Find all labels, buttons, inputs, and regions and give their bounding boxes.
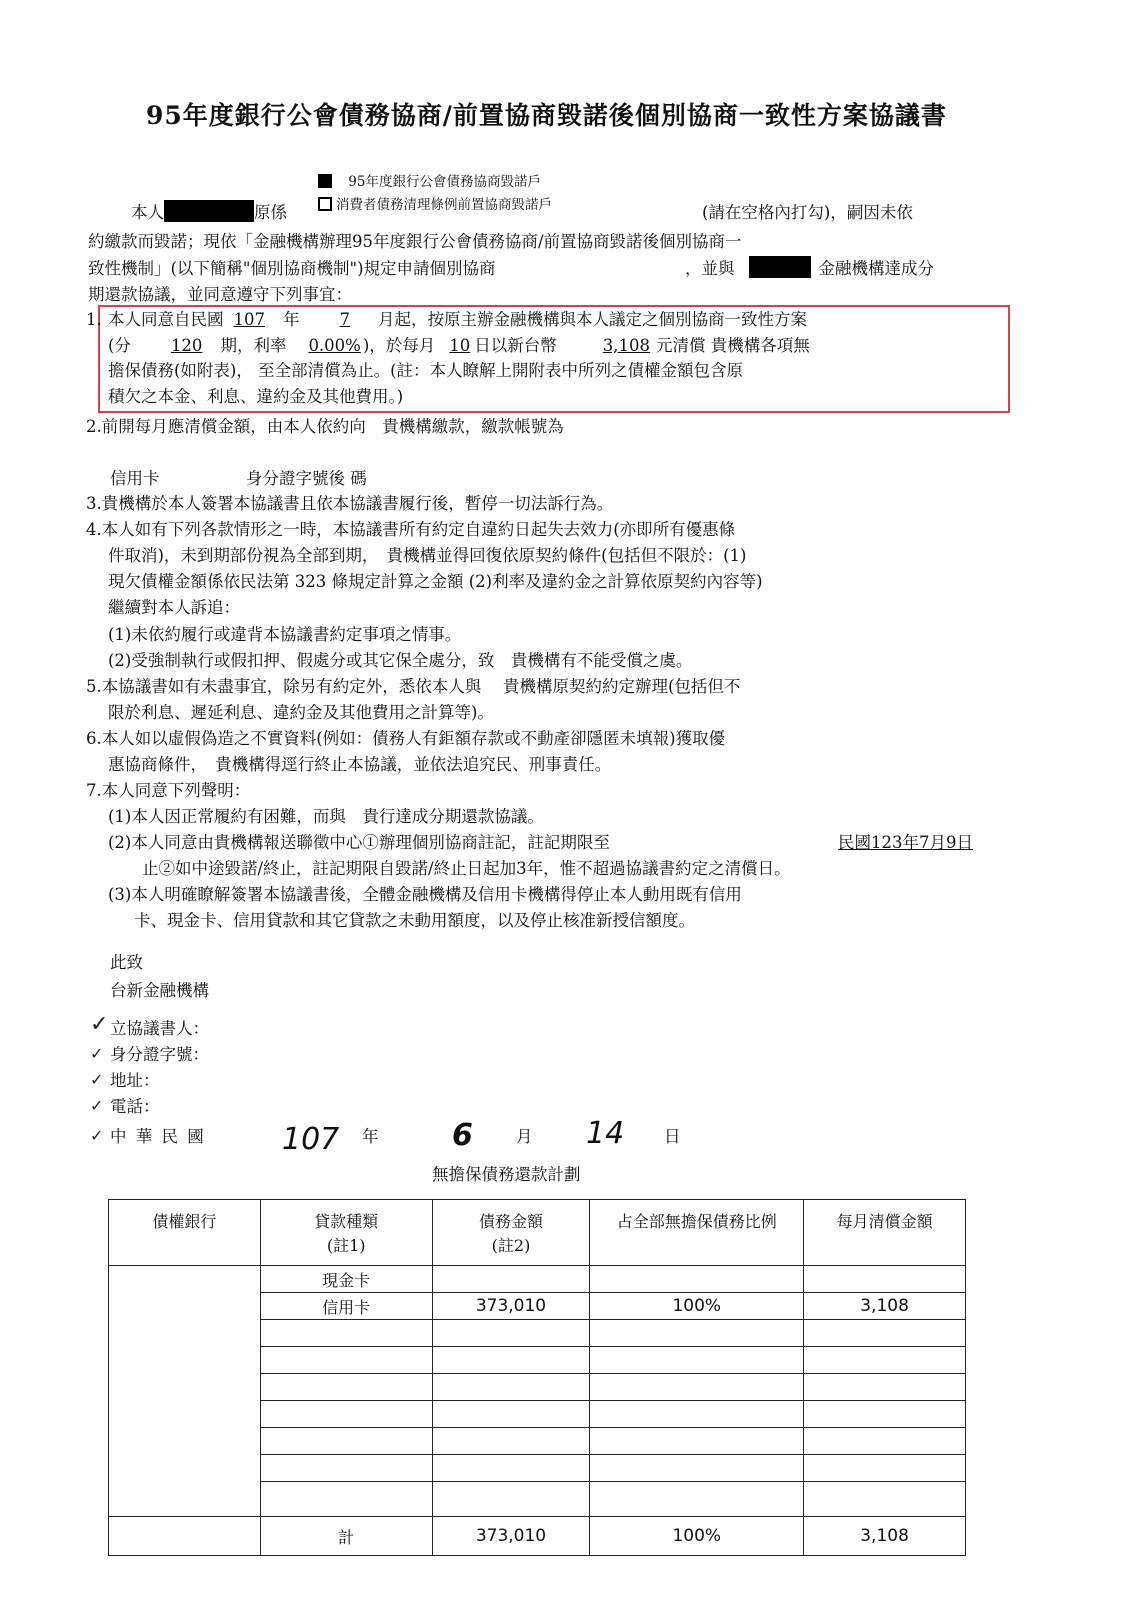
plan-title: 無擔保債務還款計劃 [432, 1165, 581, 1184]
monthly-cell: 3,108 [804, 1293, 966, 1320]
signer-label: 立協議書人： [110, 1019, 209, 1038]
date-label: 中 華 民 國 [110, 1127, 206, 1146]
monthly-amount: 3,108 [602, 336, 651, 355]
start-month: 7 [339, 310, 350, 329]
ratio-cell [590, 1266, 804, 1293]
table-row [109, 1266, 966, 1293]
total-amount: 373,010 [432, 1517, 590, 1556]
table-header-row [109, 1200, 966, 1266]
year-unit: 年 [283, 310, 300, 329]
handwritten-day: 14 [586, 1116, 625, 1151]
salutation: 此致 [110, 953, 143, 972]
table-total-row [109, 1517, 966, 1556]
payment-day: 10 [449, 336, 471, 355]
redacted-bank [749, 256, 811, 278]
checkbox-icon[interactable] [318, 197, 332, 211]
address-label: 地址： [110, 1071, 160, 1090]
item1-line-2 [108, 333, 810, 359]
item7-clause-2b: 止②如中途毀諾/終止，註記期限自毀諾/終止日起加3年，惟不超過協議書約定之清償日。 [142, 859, 791, 878]
interest-rate: 0.00% [308, 336, 361, 355]
loan-type-cell: 信用卡 [260, 1293, 432, 1320]
item7-clause-3b: 卡、現金卡、信用貸款和其它貸款之未動用額度，以及停止核准新授信額度。 [134, 911, 695, 930]
id-number-label: 身分證字號： [110, 1045, 209, 1064]
intro-self: 本人 [131, 203, 164, 222]
phone-label: 電話： [110, 1097, 160, 1116]
handwritten-year: 107 [282, 1122, 340, 1157]
intro-bank-reach: 金融機構達成分 [818, 259, 934, 278]
periods: 120 [170, 336, 203, 355]
header-monthly: 每月清償金額 [804, 1200, 966, 1266]
intro-line-2: 約繳款而毀諾；現依「金融機構辦理95年度銀行公會債務協商/前置協商毀諾後個別協商一 [88, 232, 742, 251]
item1-number: 1. [86, 310, 102, 329]
item1-line-4: 積欠之本金、利息、違約金及其他費用。) [108, 387, 404, 406]
option-broken-95[interactable] [318, 170, 541, 190]
intro-and: ，並與 [685, 259, 735, 278]
item1-text: 本人同意自民國 [108, 310, 224, 329]
item5-line: 5.本協議書如有未盡事宜，除另有約定外，悉依本人與 貴機構原契約約定辦理(包括但不 [86, 677, 741, 696]
intro-line-4: 期還款協議，並同意遵守下列事宜： [88, 285, 352, 304]
check-mark-icon: ✓ [90, 1096, 104, 1115]
intro-originally: 原係 [254, 203, 287, 222]
item2-line-1: 2.前開每月應清償金額，由本人依約向 貴機構繳款，繳款帳號為 [86, 417, 564, 436]
registration-end-date: 民國123年7月9日 [838, 833, 973, 852]
item4-clause-2: (2)受強制執行或假扣押、假處分或其它保全處分，致 貴機構有不能受償之虞。 [108, 651, 693, 670]
document-title: 95年度銀行公會債務協商/前置協商毀諾後個別協商一致性方案協議書 [146, 101, 947, 130]
item1-text: )，於每月 [362, 336, 436, 355]
total-ratio: 100% [590, 1517, 804, 1556]
check-mark-icon: ✓ [90, 1070, 104, 1089]
item1-line-3: 擔保債務(如附表)， 至全部清償為止。(註：本人瞭解上開附表中所列之債權金額包含原 [108, 361, 744, 380]
check-mark-icon: ✓ [90, 1044, 104, 1063]
total-label: 計 [260, 1517, 432, 1556]
recipient-bank: 台新金融機構 [110, 981, 209, 1000]
intro-line-3a: 致性機制」(以下簡稱"個別協商機制")規定申請個別協商 [88, 259, 496, 278]
debt-amount-cell: 373,010 [432, 1293, 590, 1320]
item2-id-suffix: 身分證字號後 碼 [246, 469, 367, 488]
item1-text: 月起，按原主辦金融機構與本人議定之個別協商一致性方案 [378, 310, 807, 329]
total-monthly: 3,108 [804, 1517, 966, 1556]
repayment-plan-table [108, 1199, 966, 1556]
item4-line: 4.本人如有下列各款情形之一時，本協議書所有約定自違約日起失去效力(亦即所有優惠條 [86, 520, 736, 539]
handwritten-month: 6 [452, 1118, 473, 1153]
header-ratio: 占全部無擔保債務比例 [590, 1200, 804, 1266]
item7-clause-3: (3)本人明確瞭解簽署本協議書後，全體金融機構及信用卡機構得停止本人動用既有信用 [108, 885, 742, 904]
intro-instruction: (請在空格內打勾)，嗣因未依 [702, 203, 913, 222]
header-loan-type: 貸款種類 (註1) [260, 1200, 432, 1266]
ratio-cell: 100% [590, 1293, 804, 1320]
start-year: 107 [233, 310, 265, 329]
item2-card: 信用卡 [110, 469, 160, 488]
item6-line: 惠協商條件， 貴機構得逕行終止本協議，並依法追究民、刑事責任。 [108, 755, 612, 774]
item5-line: 限於利息、遲延利息、違約金及其他費用之計算等)。 [108, 703, 494, 722]
day-unit: 日 [664, 1127, 681, 1146]
checkbox-icon[interactable] [318, 174, 332, 188]
item4-line: 件取消)，未到期部份視為全部到期， 貴機構並得回復依原契約條件(包括但不限於：(1) [108, 546, 747, 565]
loan-type-cell: 現金卡 [260, 1266, 432, 1293]
redacted-name [164, 200, 254, 222]
item4-line: 繼續對本人訴追： [108, 598, 240, 617]
item4-clause-1: (1)未依約履行或違背本協議書約定事項之情事。 [108, 625, 462, 644]
intro-line-3b [685, 256, 934, 282]
monthly-cell [804, 1266, 966, 1293]
item3: 3.貴機構於本人簽署本協議書且依本協議書履行後，暫停一切法訴行為。 [86, 494, 614, 513]
year-unit: 年 [362, 1127, 379, 1146]
option-label: 95年度銀行公會債務協商毀諾戶 [348, 174, 541, 190]
option-label: 消費者債務清理條例前置協商毀諾戶 [336, 197, 552, 213]
item1-text: (分 [108, 336, 131, 355]
item7-clause-1: (1)本人因正常履約有困難，而與 貴行達成分期還款協議。 [108, 807, 544, 826]
check-mark-icon: ✓ [90, 1126, 104, 1145]
item1-text: 期，利率 [220, 336, 287, 355]
total-bank-cell [109, 1517, 261, 1556]
item6-line: 6.本人如以虛假偽造之不實資料(例如：債務人有鉅額存款或不動產卻隱匿未填報)獲取優 [86, 729, 726, 748]
item7-clause-2: (2)本人同意由貴機構報送聯徵中心①辦理個別協商註記，註記期限至 [108, 833, 610, 852]
item7-head: 7.本人同意下列聲明： [86, 781, 251, 800]
header-debt-amount: 債務金額 (註2) [432, 1200, 590, 1266]
item1-text: 日以新台幣 [474, 336, 557, 355]
debt-amount-cell [432, 1266, 590, 1293]
item1-line-1 [108, 307, 807, 333]
header-creditor-bank: 債權銀行 [109, 1200, 261, 1266]
intro-line-1 [131, 200, 287, 226]
creditor-bank-cell [109, 1266, 261, 1517]
check-mark-icon: ✓ [90, 1012, 109, 1037]
month-unit: 月 [516, 1127, 533, 1146]
item4-line: 現欠債權金額係依民法第 323 條規定計算之金額 (2)利率及違約金之計算依原契約內容等) [108, 572, 763, 591]
option-consumer-debt[interactable] [318, 193, 552, 213]
item1-text: 元清償 貴機構各項無 [656, 336, 810, 355]
